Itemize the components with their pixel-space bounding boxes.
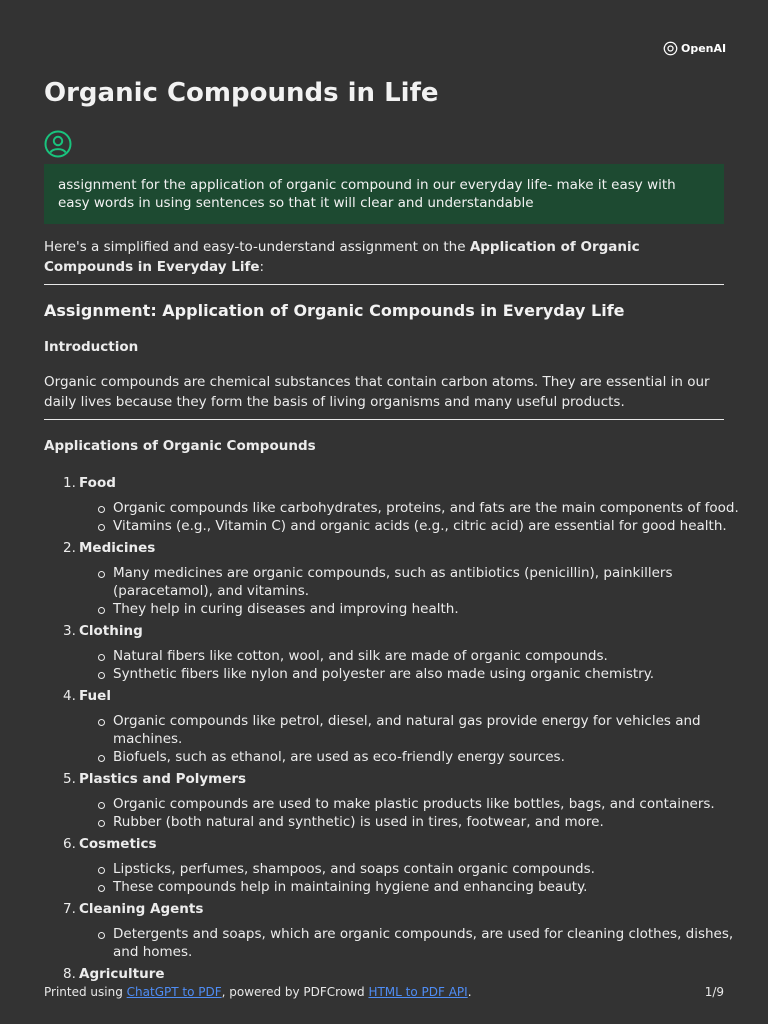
application-points: [79, 712, 759, 766]
bullet-point: Many medicines are organic compounds, such as antibiotics (penicillin), painkillers (paracetamol), and vitamins.: [113, 564, 759, 600]
intro-suffix: :: [259, 258, 265, 275]
bullet-point: They help in curing diseases and improving health.: [113, 600, 759, 618]
application-title: Food: [79, 475, 116, 491]
bullet-point: Organic compounds like carbohydrates, proteins, and fats are the main components of food.: [113, 499, 759, 517]
footer: [44, 985, 724, 999]
application-item: [63, 835, 759, 896]
application-title: Cosmetics: [79, 836, 157, 852]
bullet-point: Vitamins (e.g., Vitamin C) and organic acids (e.g., citric acid) are essential for good health.: [113, 517, 759, 535]
item-number: 8.: [63, 966, 76, 982]
user-prompt: assignment for the application of organic compound in our everyday life- make it easy with easy words in using sentences so that it will clear and understandable: [44, 164, 724, 224]
bullet-point: Natural fibers like cotton, wool, and silk are made of organic compounds.: [113, 647, 759, 665]
user-avatar-icon: [44, 130, 72, 158]
application-title: Plastics and Polymers: [79, 771, 247, 787]
bullet-point: Rubber (both natural and synthetic) is used in tires, footwear, and more.: [113, 813, 759, 831]
application-title: Clothing: [79, 623, 143, 639]
bullet-point: Synthetic fibers like nylon and polyester are also made using organic chemistry.: [113, 665, 759, 683]
bullet-point: These compounds help in maintaining hygiene and enhancing beauty.: [113, 878, 759, 896]
application-points: [79, 925, 759, 961]
bullet-point: Organic compounds like petrol, diesel, and natural gas provide energy for vehicles and machines.: [113, 712, 759, 748]
item-number: 5.: [63, 771, 76, 787]
application-item: [63, 770, 759, 831]
openai-icon: [663, 41, 678, 56]
application-points: [79, 499, 759, 535]
bullet-point: Biofuels, such as ethanol, are used as eco-friendly energy sources.: [113, 748, 759, 766]
intro-bold: Application of Organic Compounds in Everyday Life: [44, 239, 640, 275]
bullet-point: Lipsticks, perfumes, shampoos, and soaps contain organic compounds.: [113, 860, 759, 878]
item-number: 3.: [63, 623, 76, 639]
item-number: 4.: [63, 688, 76, 704]
applications-heading: Applications of Organic Compounds: [44, 438, 316, 454]
application-title: Cleaning Agents: [79, 901, 204, 917]
page-title: Organic Compounds in Life: [44, 78, 439, 108]
application-item: [63, 539, 759, 618]
application-item: [63, 687, 759, 766]
introduction-text: Organic compounds are chemical substances that contain carbon atoms. They are essential in our daily lives because they form the basis of living organisms and many useful products.: [44, 374, 710, 410]
chatgpt-to-pdf-link[interactable]: ChatGPT to PDF: [126, 985, 222, 999]
item-number: 2.: [63, 540, 76, 556]
bullet-point: Organic compounds are used to make plastic products like bottles, bags, and containers.: [113, 795, 759, 813]
application-item: [63, 965, 759, 984]
logo-text: OpenAI: [681, 42, 727, 55]
divider: [44, 284, 724, 285]
application-item: [63, 622, 759, 683]
application-item: [63, 474, 759, 535]
divider: [44, 419, 724, 420]
footer-text: .: [467, 985, 472, 999]
application-points: [79, 647, 759, 683]
footer-text: Printed using: [44, 985, 127, 999]
response-intro: [44, 238, 724, 277]
application-points: [79, 860, 759, 896]
intro-text: Here's a simplified and easy-to-understand assignment on the: [44, 239, 470, 255]
item-number: 7.: [63, 901, 76, 917]
footer-text: , powered by PDFCrowd: [221, 985, 369, 999]
bullet-point: Detergents and soaps, which are organic compounds, are used for cleaning clothes, dishes, and homes.: [113, 925, 759, 961]
item-number: 6.: [63, 836, 76, 852]
application-title: Agriculture: [79, 966, 165, 982]
page-number: 1/9: [704, 985, 724, 999]
html-to-pdf-api-link[interactable]: HTML to PDF API: [368, 985, 468, 999]
application-item: [63, 900, 759, 961]
application-title: Fuel: [79, 688, 111, 704]
application-points: [79, 564, 759, 618]
openai-logo: [663, 41, 726, 56]
assignment-heading: Assignment: Application of Organic Compounds in Everyday Life: [44, 301, 625, 320]
item-number: 1.: [63, 475, 76, 491]
introduction-heading: Introduction: [44, 339, 139, 355]
applications-list: [44, 474, 759, 984]
application-title: Medicines: [79, 540, 156, 556]
application-points: [79, 795, 759, 831]
